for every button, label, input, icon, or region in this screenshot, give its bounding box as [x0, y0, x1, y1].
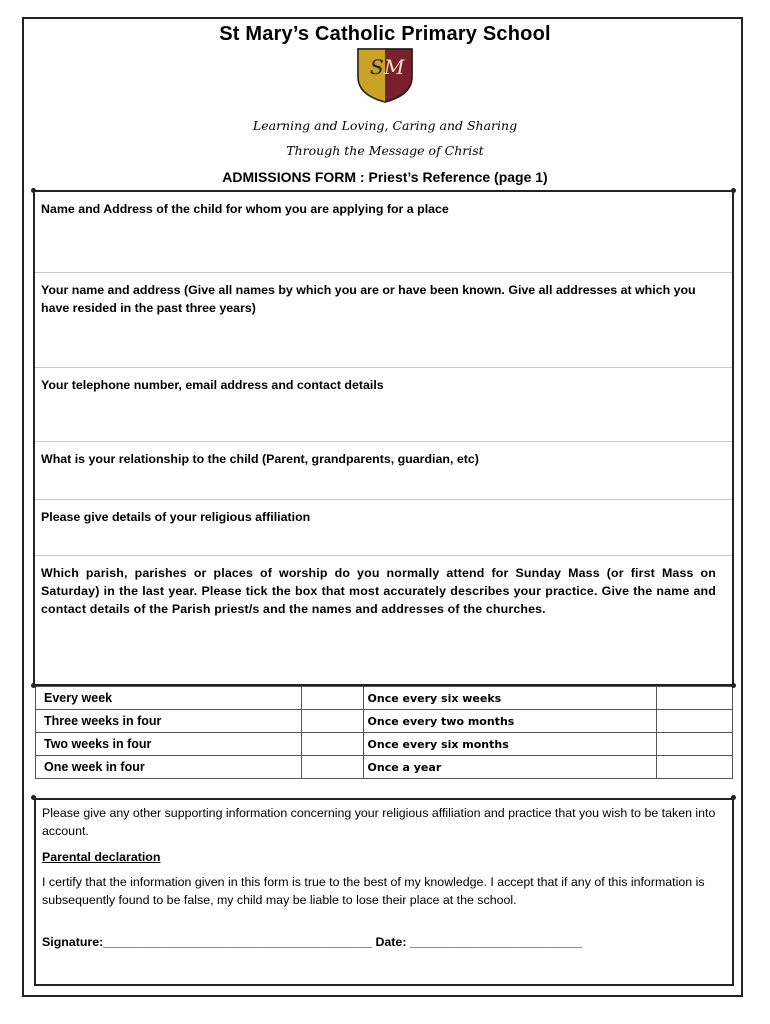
supporting-info-field[interactable]: Please give any other supporting information concerning your religious affiliation and practice that you wish to be taken into account.: [42, 806, 716, 838]
child-name-address-field[interactable]: [35, 192, 732, 273]
contact-details-field[interactable]: [35, 368, 732, 442]
parent-name-address-field[interactable]: [35, 273, 732, 368]
frequency-label: Once every two months: [363, 710, 657, 733]
tick-box[interactable]: [657, 710, 733, 733]
corner-dot: [31, 795, 36, 800]
motto-line-1: Learning and Loving, Caring and Sharing: [252, 118, 518, 133]
motto-line-2: Through the Message of Christ: [286, 143, 484, 158]
section-label: Your name and address (Give all names by which you are or have been known. Give all addresses at which you have resided in the past three years): [41, 283, 696, 315]
school-crest-icon: [356, 47, 414, 103]
corner-dot: [731, 683, 736, 688]
tick-box[interactable]: [301, 733, 363, 756]
parental-declaration-heading: Parental declaration: [42, 850, 161, 864]
parish-attendance-field[interactable]: [35, 556, 732, 684]
svg-text:M: M: [384, 55, 405, 79]
section-label: Please give details of your religious affiliation: [41, 510, 311, 524]
school-name: St Mary’s Catholic Primary School: [219, 23, 551, 45]
corner-dot: [731, 795, 736, 800]
relationship-field[interactable]: [35, 442, 732, 500]
section-label: Name and Address of the child for whom you are applying for a place: [41, 202, 449, 216]
tick-box[interactable]: [657, 756, 733, 779]
section-label: What is your relationship to the child (Parent, grandparents, guardian, etc): [41, 452, 479, 466]
section-label: Which parish, parishes or places of worship do you normally attend for Sunday Mass (or first Mass on Saturday) in the last year. Please tick the box that most accurately describes your practice. Give the name and contact details of the Parish priest/s and the names and addresses of the churches.: [41, 566, 716, 616]
section-label: Your telephone number, email address and contact details: [41, 378, 384, 392]
attendance-frequency-table: [35, 686, 733, 779]
frequency-label: Two weeks in four: [36, 733, 302, 756]
frequency-label: Once a year: [363, 756, 657, 779]
corner-dot: [731, 188, 736, 193]
table-row: [36, 710, 733, 733]
frequency-label: Once every six months: [363, 733, 657, 756]
tick-box[interactable]: [657, 733, 733, 756]
frequency-label: Once every six weeks: [363, 687, 657, 710]
crest-lettering: S: [370, 55, 384, 79]
corner-dot: [31, 683, 36, 688]
declaration-text: I certify that the information given in this form is true to the best of my knowledge. I accept that if any of this information is subsequently found to be false, my child may be liable to lose their place at the school.: [42, 875, 705, 907]
tick-box[interactable]: [301, 687, 363, 710]
tick-box[interactable]: [657, 687, 733, 710]
declaration-box: [34, 798, 734, 986]
form-title: ADMISSIONS FORM : Priest’s Reference (page 1): [222, 169, 548, 185]
table-row: [36, 733, 733, 756]
religious-affiliation-field[interactable]: [35, 500, 732, 556]
frequency-label: Three weeks in four: [36, 710, 302, 733]
applicant-details-box: [33, 190, 734, 686]
tick-box[interactable]: [301, 756, 363, 779]
table-row: [36, 756, 733, 779]
signature-date-line[interactable]: Signature:_______________________________________ Date: _________________________: [42, 935, 583, 949]
tick-box[interactable]: [301, 710, 363, 733]
frequency-label: One week in four: [36, 756, 302, 779]
corner-dot: [31, 188, 36, 193]
table-row: [36, 687, 733, 710]
frequency-label: Every week: [36, 687, 302, 710]
